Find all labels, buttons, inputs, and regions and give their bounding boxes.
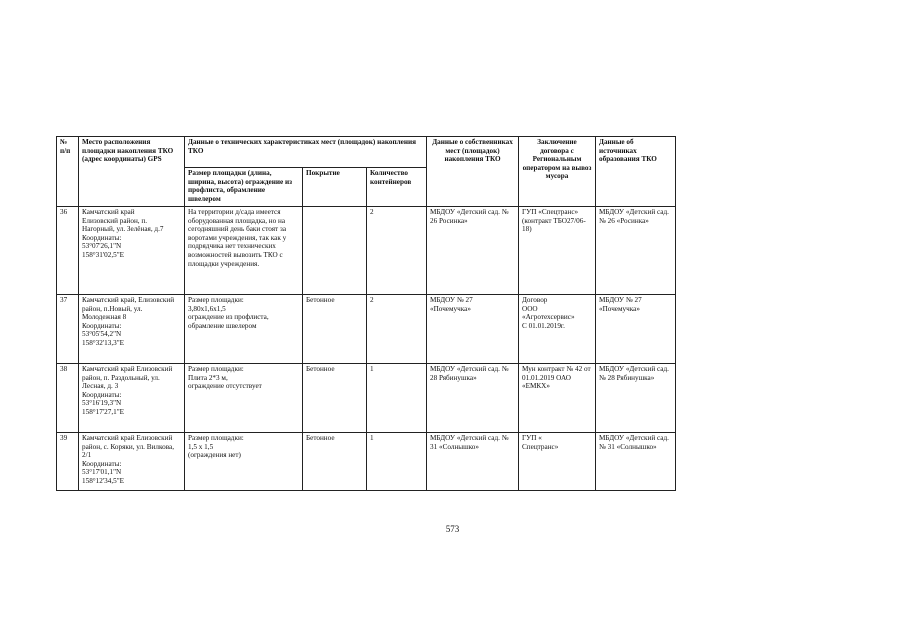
table-header: [57, 137, 676, 207]
row-owners: МБДОУ «Детский сад. № 31 «Солнышко»: [427, 433, 519, 491]
row-location: Камчатский край Елизовский район, п. Раздольный, ул. Лесная, д. 3 Координаты: 53°16'19,3"N 158°17'27,1"E: [79, 364, 185, 433]
row-sources: МБДОУ «Детский сад. № 28 Рябинушка»: [596, 364, 676, 433]
table-row: [57, 364, 676, 433]
row-num: 37: [57, 295, 79, 364]
row-containers: 1: [367, 364, 427, 433]
row-size: Размер площадки: 1,5 х 1,5 (ограждения нет): [185, 433, 303, 491]
row-size: Размер площадки: 3,80х1,6х1,5 ограждение из профлиста, обрамление швелером: [185, 295, 303, 364]
row-size: Размер площадки: Плита 2*3 м, ограждение отсутствует: [185, 364, 303, 433]
row-coating: [303, 207, 367, 295]
table-body: [57, 207, 676, 491]
row-num: 38: [57, 364, 79, 433]
header-num: № п/п: [57, 137, 79, 207]
header-contract: Заключение договора с Региональным оператором на вывоз мусора: [519, 137, 596, 207]
header-location: Место расположения площадки накопления ТКО (адрес координаты) GPS: [79, 137, 185, 207]
header-tech: Данные о технических характеристиках мест (площадок) накопления ТКО: [185, 137, 427, 168]
table-row: [57, 433, 676, 491]
row-owners: МБДОУ «Детский сад. № 26 Росинка»: [427, 207, 519, 295]
row-sources: МБДОУ «Детский сад. № 31 «Солнышко»: [596, 433, 676, 491]
row-containers: 2: [367, 207, 427, 295]
header-size: Размер площадки (длина, ширина, высота) ограждение из профлиста, обрамление швелером: [185, 168, 303, 207]
row-contract: ГУП « Спецтранс»: [519, 433, 596, 491]
row-contract: Мун контракт № 42 от 01.01.2019 ОАО «ЕМКХ»: [519, 364, 596, 433]
row-owners: МБДОУ «Детский сад. № 28 Рябинушка»: [427, 364, 519, 433]
header-sources: Данные об источниках образования ТКО: [596, 137, 676, 207]
row-sources: МБДОУ «Детский сад. № 26 «Росинка»: [596, 207, 676, 295]
row-containers: 2: [367, 295, 427, 364]
row-num: 39: [57, 433, 79, 491]
row-contract: ГУП «Спецтранс» (контракт ТБО27/06-18): [519, 207, 596, 295]
row-containers: 1: [367, 433, 427, 491]
row-coating: Бетонное: [303, 433, 367, 491]
row-location: Камчатский край, Елизовский район, п.Новый, ул. Молодежная 8 Координаты: 53°05'54,2"N 158°32'13,3"E: [79, 295, 185, 364]
header-coating: Покрытие: [303, 168, 367, 207]
table-row: [57, 207, 676, 295]
row-location: Камчатский край Елизовский район, с. Коряки, ул. Вилкова, 2/1 Координаты: 53°17'01,1"N 158°12'34,5"E: [79, 433, 185, 491]
header-owners: Данные о собственниках мест (площадок) накопления ТКО: [427, 137, 519, 207]
row-coating: Бетонное: [303, 364, 367, 433]
row-num: 36: [57, 207, 79, 295]
row-owners: МБДОУ № 27 «Почемучка»: [427, 295, 519, 364]
tko-registry-table: [56, 136, 676, 491]
table-row: [57, 295, 676, 364]
row-sources: МБДОУ № 27 «Почемучка»: [596, 295, 676, 364]
header-containers: Количество контейнеров: [367, 168, 427, 207]
row-coating: Бетонное: [303, 295, 367, 364]
row-contract: Договор ООО «Агротехсервис» С 01.01.2019г.: [519, 295, 596, 364]
row-size: На территории д/сада имеется оборудованная площадка, но на сегодняшний день баки стоят за воротами учреждения, так как у подрядчика нет технических возможностей вывозить ТКО с площадки учреждения.: [185, 207, 303, 295]
page-number: 573: [445, 524, 460, 534]
row-location: Камчатский край Елизовский район, п. Нагорный, ул. Зелёная, д.7 Координаты: 53°07'26,1"N 158°31'02,5"E: [79, 207, 185, 295]
